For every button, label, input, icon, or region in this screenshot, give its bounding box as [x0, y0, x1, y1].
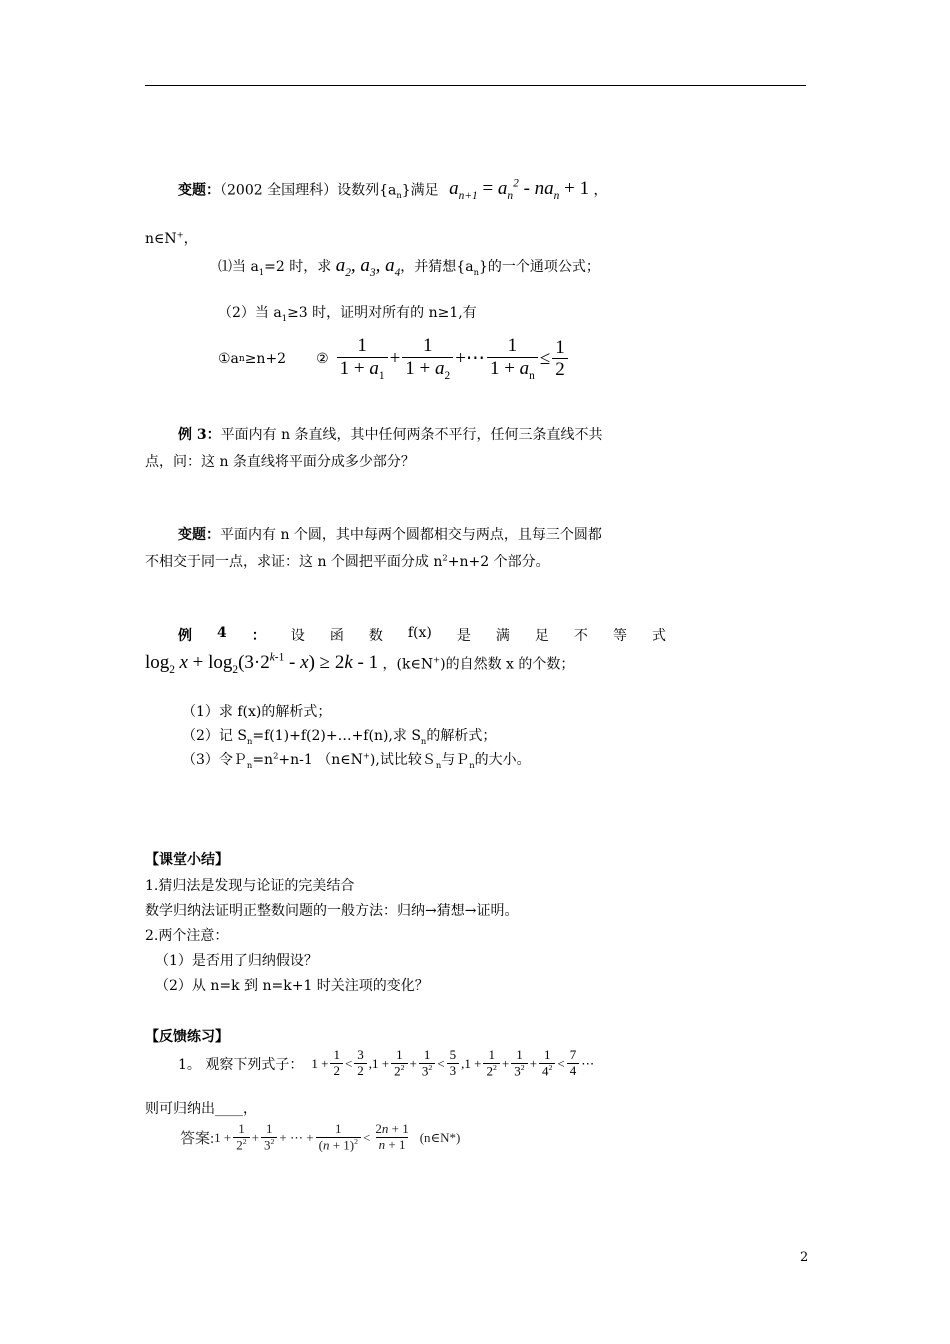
part1-b: ≥n+2	[244, 350, 287, 367]
summary-line5: （2）从 n=k 到 n=k+1 时关注项的变化？	[155, 978, 429, 994]
ex4-p3d: ),试比较Ｓ	[369, 752, 436, 768]
q1-text-a: ⑴当 a	[218, 259, 259, 275]
example4-line2: $\log_2 x + \log_2(3\cdot 2^{k-1} - x) \ge 2k - 1$ ，(k∈N+)的自然数 x 的个数；	[145, 652, 575, 677]
summary-line2: 数学归纳法证明正整数问题的一般方法：归纳→猜想→证明。	[145, 903, 519, 919]
variant1-text: （2002 全国理科）设数列{a	[220, 182, 397, 199]
ex4-p3c: +n-1 （n∈N	[278, 752, 363, 768]
practice-then: 则可归纳出____，	[145, 1101, 257, 1117]
variant2-text1: 平面内有 n 个圆，其中每两个圆都相交与两点，且每三个圆都	[220, 527, 602, 543]
q1-terms: $a_2$, $a_3$, $a_4$	[335, 255, 401, 279]
recurrence-formula: $a_{n+1} = a_n^2 - na_n + 1$	[449, 178, 590, 203]
ex4-word: 函	[329, 628, 344, 644]
ex4-word: f(x)	[407, 625, 432, 641]
q2-text-a: （2）当 a	[218, 305, 282, 321]
practice-answer	[180, 1122, 460, 1153]
ex4-word: 式	[651, 628, 666, 644]
q2-text-b: ≥3 时，证明对所有的 n≥1,有	[287, 305, 477, 321]
example3-line1	[178, 424, 603, 444]
question-1: ⑴当 $a_1=2$ 时，求 $a_2$, $a_3$, $a_4$，并猜想$\{a_n\}$的一个通项公式；	[218, 255, 600, 279]
inequality-formula: $\frac{1}{1 + a_1}$ + $\frac{1}{1 + a_2}$ +⋯ $\frac{1}{1 + a_n}$ ≤ $\frac{1}{2}$	[335, 335, 570, 383]
ex4-p2a: （2）记 S	[182, 728, 247, 744]
q1-text-d: }的一个通项公式；	[478, 259, 600, 275]
question-2: （2）当 $a_1\ge 3$ 时，证明对所有的 n≥1,有	[218, 305, 477, 323]
domain-text: n∈N	[145, 231, 177, 247]
page-number: 2	[800, 1250, 809, 1265]
ex4-word: 不	[573, 628, 588, 644]
part1-a: ①a	[218, 350, 239, 367]
ex4-word: 例	[178, 628, 192, 644]
ex4-word: 设	[290, 628, 305, 644]
practice-heading: 【反馈练习】	[145, 1029, 229, 1045]
part2-label: ②	[316, 350, 329, 367]
variant1-line: 变题：（2002 全国理科）设数列$\{a_n\}$满足 $a_{n+1} = a_n^2 - na_n + 1$ ，	[178, 178, 608, 203]
variant2-text2b: +n+2 个部分。	[447, 554, 550, 570]
summary-line4: （1）是否用了归纳假设？	[155, 953, 318, 969]
summary-heading: 【课堂小结】	[145, 852, 229, 868]
ex4-p3b: =n	[252, 752, 274, 768]
example3-label: 例 3：	[178, 427, 221, 443]
ex4-word: 是	[456, 628, 471, 644]
ex4-p2c: 的解析式；	[426, 728, 497, 744]
ex4-part2: （2）记 $S_n=f(1)+f(2)+\dots+f(n)$,求 $S_n$的解析式；	[182, 728, 497, 746]
ex4-word: 满	[495, 628, 510, 644]
variant1-label: 变题：	[178, 182, 220, 199]
domain-tail: ，	[183, 231, 198, 247]
answer-label: 答案:	[180, 1131, 215, 1148]
header-rule	[145, 85, 806, 86]
ex4-part3: （3）令$P_n=n^2+n-1$ （n∈N+),试比较Ｓ$_n$与Ｐ$_n$的大小。	[182, 750, 531, 770]
ex4-word: 4	[217, 625, 227, 641]
ex4-p3e: 与Ｐ	[441, 752, 470, 768]
answer-cond: (n∈N*)	[419, 1129, 461, 1145]
practice-item1	[178, 1048, 594, 1079]
ex4-word: 数	[368, 628, 383, 644]
ex4-word: 等	[612, 628, 627, 644]
domain-line	[145, 228, 198, 248]
summary-line3: 2.两个注意：	[145, 928, 229, 944]
summary-line1: 1.猜归法是发现与论证的完美结合	[145, 878, 355, 894]
variant2-text2a: 不相交于同一点，求证：这 n 个圆把平面分成 n	[145, 554, 443, 570]
log-inequality: $\log_2 x + \log_2(3\cdot 2^{k-1} - x) \ge 2k - 1$	[145, 652, 379, 677]
answer-formula: 1 + $\frac{1}{2^2}$ + $\frac{1}{3^2}$ + ⋯ + $\frac{1}{(n + 1)^2}$ < $\frac{2n + 1}{n + 1}$	[214, 1121, 409, 1153]
ex4-p2b: =f(1)+f(2)+…+f(n),求 S	[252, 728, 421, 744]
variant2-label: 变题：	[178, 527, 220, 543]
ex4-word: ：	[251, 628, 266, 644]
practice-item-text: 1。 观察下列式子：	[178, 1056, 304, 1073]
question-2-parts: ①a n ≥n+2 ② $\frac{1}{1 + a_1}$ + $\frac{1}{1 + a_2}$ +⋯ $\frac{1}{1 + a_n}$ ≤ $\frac{1}{2}$	[218, 335, 570, 383]
ex4-cond: (k∈N	[396, 656, 434, 673]
ex4-cond-tail: )的自然数 x 的个数；	[440, 656, 575, 673]
example3-line2: 点，问：这 n 条直线将平面分成多少部分？	[145, 454, 415, 470]
ex4-p3a: （3）令Ｐ	[182, 752, 247, 768]
variant2-line1	[178, 524, 602, 544]
q1-text-b: =2 时，求	[264, 259, 332, 275]
ex4-part1: （1）求 f(x)的解析式；	[182, 704, 332, 720]
domain-sup: +	[176, 229, 184, 240]
ex4-p3f: 的大小。	[474, 752, 531, 768]
q1-text-c: ，并猜想{a	[400, 259, 474, 275]
series-formula: 1 + $\frac{1}{2}$ < $\frac{3}{2}$ ,1 + $\frac{1}{2^2}$ + $\frac{1}{3^2}$ < $\frac{5}{3}$ ,1 + $\frac{1}{2^2}$ + $\frac{1}{3^2}$ + $\frac{1}{4^2}$ < $\frac{7}{4}$ ⋯	[311, 1047, 595, 1079]
variant2-line2: 不相交于同一点，求证：这 n 个圆把平面分成 $n^2+n+2$ 个部分。	[145, 552, 550, 570]
example3-text1: 平面内有 n 条直线，其中任何两条不平行，任何三条直线不共	[220, 427, 603, 443]
formula-tail: ，	[593, 182, 608, 199]
example4-line1	[178, 625, 666, 645]
variant1-text2: }满足	[401, 182, 439, 199]
ex4-formula-tail: ，	[382, 656, 397, 673]
ex4-word: 足	[534, 628, 549, 644]
